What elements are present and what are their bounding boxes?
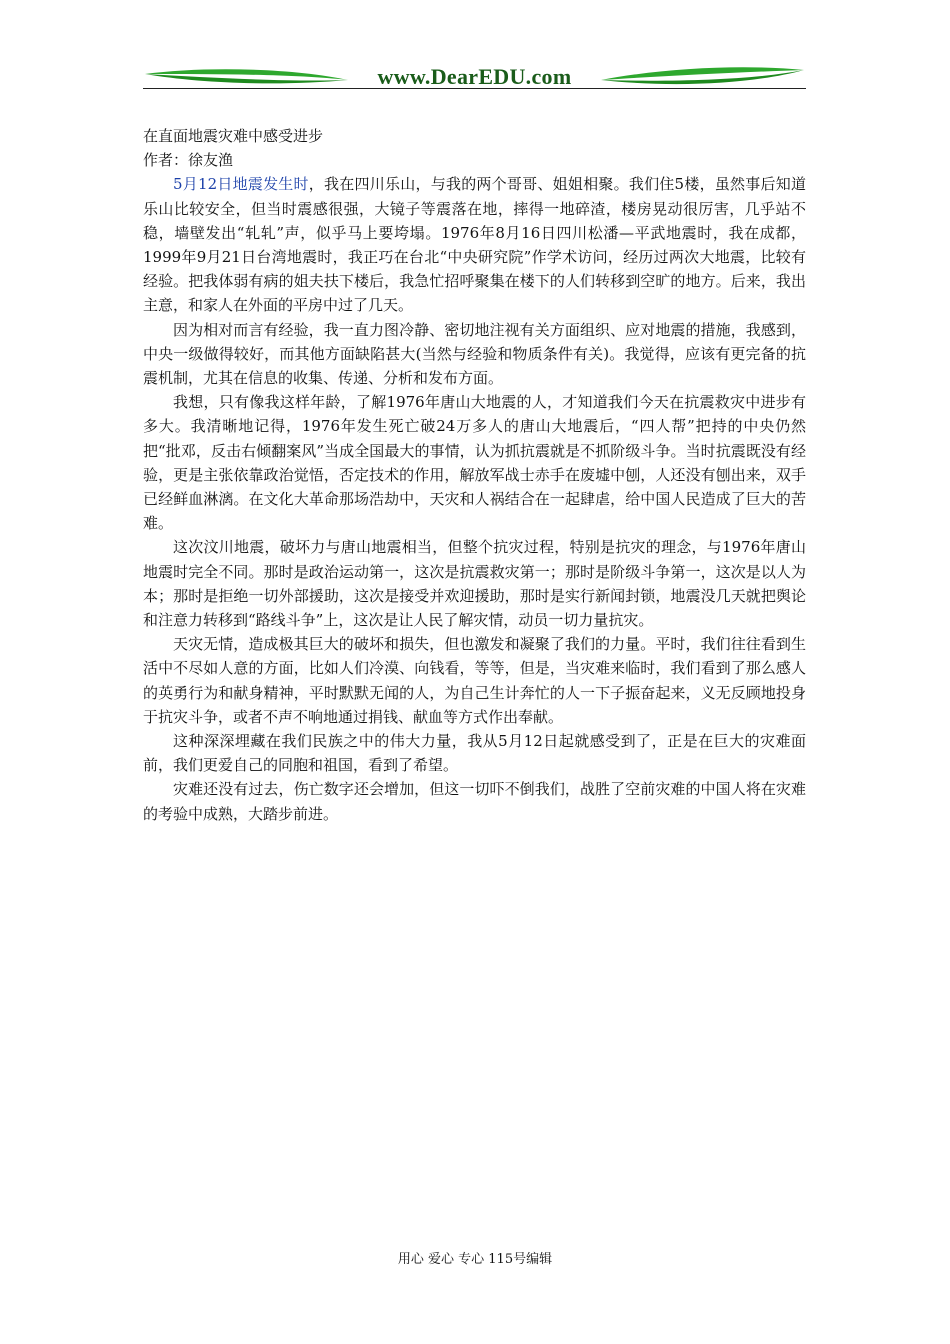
paragraph-1-text: ，我在四川乐山，与我的两个哥哥、姐姐相聚。我们住5楼，虽然事后知道乐山比较安全，但当时震感很强，大镜子等震落在地，摔得一地碎渣，楼房晃动很厉害，几乎站不稳，墙壁发出“轧轧”声，似乎马上要垮塌。1976年8月16日四川松潘—平武地震时，我在成都，1999年9月21日台湾地震时，我正巧在台北“中央研究院”作学术访问，经历过两次大地震，比较有经验。把我体弱有病的姐夫扶下楼后，我急忙招呼聚集在楼下的人们转移到空旷的地方。后来，我出主意，和家人在外面的平房中过了几天。 bbox=[143, 175, 807, 315]
article-author: 作者：徐友渔 bbox=[143, 151, 234, 170]
paragraph-6: 这种深深埋藏在我们民族之中的伟大力量，我从5月12日起就感受到了，正是在巨大的灾难面前，我们更爱自己的同胞和祖国，看到了希望。 bbox=[143, 732, 806, 775]
paragraph-7: 灾难还没有过去，伤亡数字还会增加，但这一切吓不倒我们，战胜了空前灾难的中国人将在灾难的考验中成熟，大踏步前进。 bbox=[143, 780, 806, 823]
article-title: 在直面地震灾难中感受进步 bbox=[143, 127, 324, 145]
header-divider bbox=[143, 88, 806, 89]
site-logo[interactable]: www.DearEDU.com bbox=[377, 64, 572, 89]
date-link[interactable]: 5月12日地震发生时 bbox=[173, 175, 309, 194]
page-footer: 用心 爱心 专心 115号编辑 bbox=[397, 1252, 553, 1267]
paragraph-2: 因为相对而言有经验，我一直力图冷静、密切地注视有关方面组织、应对地震的措施，我感到，中央一级做得较好，而其他方面缺陷甚大(当然与经验和物质条件有关)。我觉得，应该有更完备的抗震机制，尤其在信息的收集、传递、分析和发布方面。 bbox=[143, 320, 806, 388]
paragraph-3: 我想，只有像我这样年龄，了解1976年唐山大地震的人，才知道我们今天在抗震救灾中进步有多大。我清晰地记得，1976年发生死亡破24万多人的唐山大地震后，“四人帮”把持的中央仍然把“批邓，反击右倾翻案风”当成全国最大的事情，认为抓抗震就是不抓阶级斗争。当时抗震既没有经验，更是主张依靠政治觉悟，否定技术的作用，解放军战士赤手在废墟中刨，人还没有刨出来，双手已经鲜血淋漓。在文化大革命那场浩劫中，天灾和人祸结合在一起肆虐，给中国人民造成了巨大的苦难。 bbox=[143, 393, 806, 533]
paragraph-5: 天灾无情，造成极其巨大的破坏和损失，但也激发和凝聚了我们的力量。平时，我们往往看到生活中不尽如人意的方面，比如人们冷漠、向钱看，等等，但是，当灾难来临时，我们看到了那么感人的英勇行为和献身精神，平时默默无闻的人，为自己生计奔忙的人一下子振奋起来，义无反顾地投身于抗灾斗争，或者不声不响地通过捐钱、献血等方式作出奉献。 bbox=[143, 635, 806, 726]
paragraph-1 bbox=[143, 172, 806, 317]
article-body bbox=[143, 124, 806, 826]
paragraph-4: 这次汶川地震，破坏力与唐山地震相当，但整个抗灾过程，特别是抗灾的理念，与1976年唐山地震时完全不同。那时是政治运动第一，这次是抗震救灾第一；那时是阶级斗争第一，这次是以人为本；那时是拒绝一切外部援助，这次是接受并欢迎援助，那时是实行新闻封锁，地震没几天就把舆论和注意力转移到“路线斗争”上，这次是让人民了解灾情，动员一切力量抗灾。 bbox=[143, 538, 806, 630]
